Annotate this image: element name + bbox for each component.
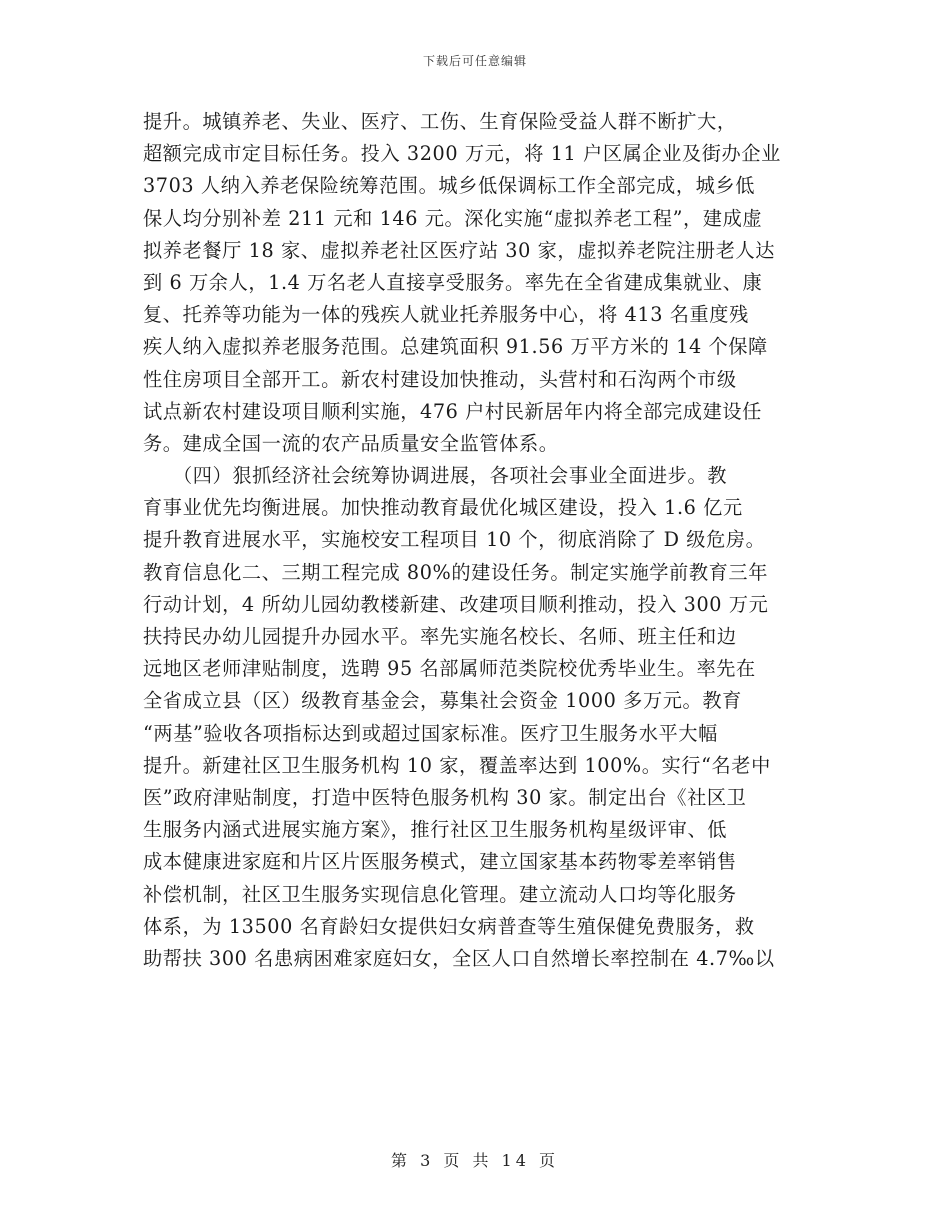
text-line: 提升。城镇养老、失业、医疗、工伤、生育保险受益人群不断扩大，: [143, 110, 737, 133]
text-line: 远地区老师津贴制度，选聘 95 名部属师范类院校优秀毕业生。率先在: [143, 657, 756, 681]
page-number-footer: 第 3 页 共 14 页: [391, 1151, 559, 1170]
text-line: 提升教育进展水平，实施校安工程项目 10 个，彻底消除了 D 级危房。: [143, 528, 766, 552]
text-line: 3703 人纳入养老保险统筹范围。城乡低保调标工作全部完成，城乡低: [143, 174, 755, 198]
text-line: （四）狠抓经济社会统筹协调进展，各项社会事业全面进步。教: [143, 464, 728, 488]
text-line: 教育信息化二、三期工程完成 80%的建设任务。制定实施学前教育三年: [143, 560, 768, 584]
text-line: 助帮扶 300 名患病困难家庭妇女，全区人口自然增长率控制在 4.7‰以: [143, 946, 775, 970]
text-line: 成本健康进家庭和片区片医服务模式，建立国家基本药物零差率销售: [143, 850, 737, 874]
text-line: 疾人纳入虚拟养老服务范围。总建筑面积 91.56 万平方米的 14 个保障: [143, 335, 768, 359]
page-header-note: 下载后可任意编辑: [422, 54, 527, 68]
text-line: 医”政府津贴制度，打造中医特色服务机构 30 家。制定出台《社区卫: [143, 785, 747, 809]
text-line: 生服务内涵式进展实施方案》，推行社区卫生服务机构星级评审、低: [143, 818, 728, 842]
text-line: 保人均分别补差 211 元和 146 元。深化实施“虚拟养老工程”，建成虚: [143, 206, 763, 230]
text-line: 扶持民办幼儿园提升办园水平。率先实施名校长、名师、班主任和边: [143, 625, 737, 648]
text-line: “两基”验收各项指标达到或超过国家标准。医疗卫生服务水平大幅: [143, 721, 718, 745]
text-line: 体系，为 13500 名育龄妇女提供妇女病普查等生殖保健免费服务，救: [143, 914, 755, 938]
text-line: 补偿机制，社区卫生服务实现信息化管理。建立流动人口均等化服务: [143, 882, 737, 906]
text-line: 试点新农村建设项目顺利实施，476 户村民新居年内将全部完成建设任: [143, 399, 762, 423]
text-line: 到 6 万余人，1.4 万名老人直接享受服务。率先在全省建成集就业、康: [143, 270, 763, 294]
text-line: 拟养老餐厅 18 家、虚拟养老社区医疗站 30 家，虚拟养老院注册老人达: [143, 238, 776, 262]
text-line: 育事业优先均衡进展。加快推动教育最优化城区建设，投入 1.6 亿元: [143, 496, 743, 520]
text-line: 务。建成全国一流的农产品质量安全监管体系。: [143, 431, 559, 455]
text-line: 超额完成市定目标任务。投入 3200 万元，将 11 户区属企业及街办企业: [143, 142, 781, 166]
text-line: 行动计划，4 所幼儿园幼教楼新建、改建项目顺利推动，投入 300 万元: [143, 592, 769, 616]
text-line: 提升。新建社区卫生服务机构 10 家，覆盖率达到 100%。实行“名老中: [143, 753, 771, 777]
text-line: 性住房项目全部开工。新农村建设加快推动，头营村和石沟两个市级: [143, 367, 737, 391]
text-line: 全省成立县（区）级教育基金会，募集社会资金 1000 多万元。教育: [143, 689, 742, 713]
text-line: 复、托养等功能为一体的残疾人就业托养服务中心，将 413 名重度残: [143, 303, 749, 327]
document-body: [143, 106, 813, 975]
